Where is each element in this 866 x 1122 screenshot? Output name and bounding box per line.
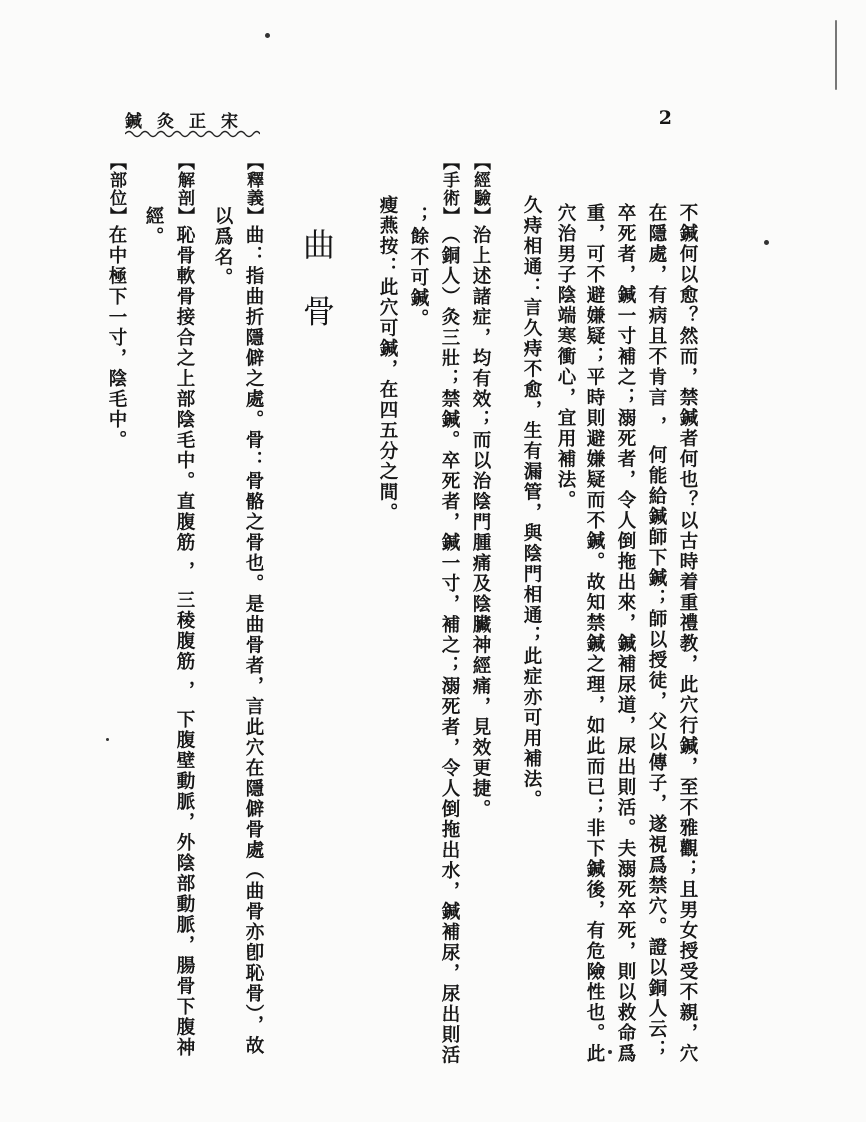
scan-speck <box>265 33 270 38</box>
text-column <box>373 195 401 523</box>
text-column <box>466 153 494 820</box>
column-text: 瘦燕按：此穴可鍼，在四五分之間。 <box>377 195 398 523</box>
section-tag: 【釋義】 <box>243 153 263 225</box>
section-tag: 【解剖】 <box>174 153 194 225</box>
text-column <box>435 153 463 1066</box>
column-text: 重，可不避嫌疑；平時則避嫌疑而不鍼。故知禁鍼之理，如此而已；非下鍼後，有危險性也。此 <box>584 203 605 1064</box>
column-text: ；餘不可鍼。 <box>408 206 429 329</box>
column-text: 穴治男子陰端寒衝心，宜用補法。 <box>555 203 576 511</box>
scan-speck <box>106 738 109 741</box>
text-column <box>404 206 432 329</box>
running-header <box>125 107 680 137</box>
text-column <box>208 206 236 288</box>
text-column <box>642 203 670 1060</box>
column-text: 以爲名。 <box>212 206 233 288</box>
column-text: （銅人）灸三壯；禁鍼。卒死者，鍼一寸，補之；溺死者，令人倒拖出水，鍼補尿，尿出則活 <box>439 225 460 1066</box>
column-text: 卒死者，鍼一寸補之；溺死者，令人倒拖出來，鍼補尿道，尿出則活。夫溺死卒死，則以救命爲 <box>615 203 636 1064</box>
text-column <box>102 153 130 451</box>
text-column <box>673 203 701 1064</box>
column-text: 在隱處，有病且不肯言 ， 何能給鍼師下鍼；師以授徒，父以傳子，遂視爲禁穴。證以銅人云； <box>646 203 667 1061</box>
column-text: 治上述諸症，均有效；而以治陰門腫痛及陰臟神經痛，見效更捷。 <box>470 225 491 820</box>
scan-speck <box>764 240 769 245</box>
page-number: 2 <box>658 107 672 129</box>
column-text: 經。 <box>143 206 164 247</box>
text-column <box>551 203 579 511</box>
column-text: 在中極下一寸，陰毛中。 <box>106 225 127 451</box>
section-tag: 【經驗】 <box>470 153 490 225</box>
column-text: 曲：指曲折隱僻之處。骨：骨骼之骨也。是曲骨者，言此穴在隱僻骨處（曲骨亦卽恥骨），故 <box>243 225 264 1057</box>
text-column <box>170 153 198 1058</box>
text-column <box>239 153 267 1056</box>
scan-speck <box>608 1050 612 1054</box>
section-tag: 【手術】 <box>439 153 459 225</box>
text-column <box>139 206 167 247</box>
book-title: 宋正灸鍼 <box>125 112 253 132</box>
column-text: 久痔相通：言久痔不愈，生有漏管，與陰門相通；此症亦可用補法。 <box>521 195 542 810</box>
section-tag: 【部位】 <box>106 153 126 225</box>
text-column <box>611 203 639 1064</box>
column-text: 恥骨軟骨接合之上部陰毛中。直腹筋 ， 三稜腹筋 ， 下腹壁動脈，外陰部動脈，腸骨下腹神 <box>174 225 195 1059</box>
title-wave-underline <box>125 129 260 139</box>
text-column <box>517 195 545 810</box>
section-heading: 曲 骨 <box>298 228 336 339</box>
scan-speck <box>835 20 837 90</box>
text-column <box>580 203 608 1064</box>
column-text: 不鍼何以愈？然而，禁鍼者何也？以古時着重禮教，此穴行鍼，至不雅觀；且男女授受不親，穴 <box>677 203 698 1064</box>
